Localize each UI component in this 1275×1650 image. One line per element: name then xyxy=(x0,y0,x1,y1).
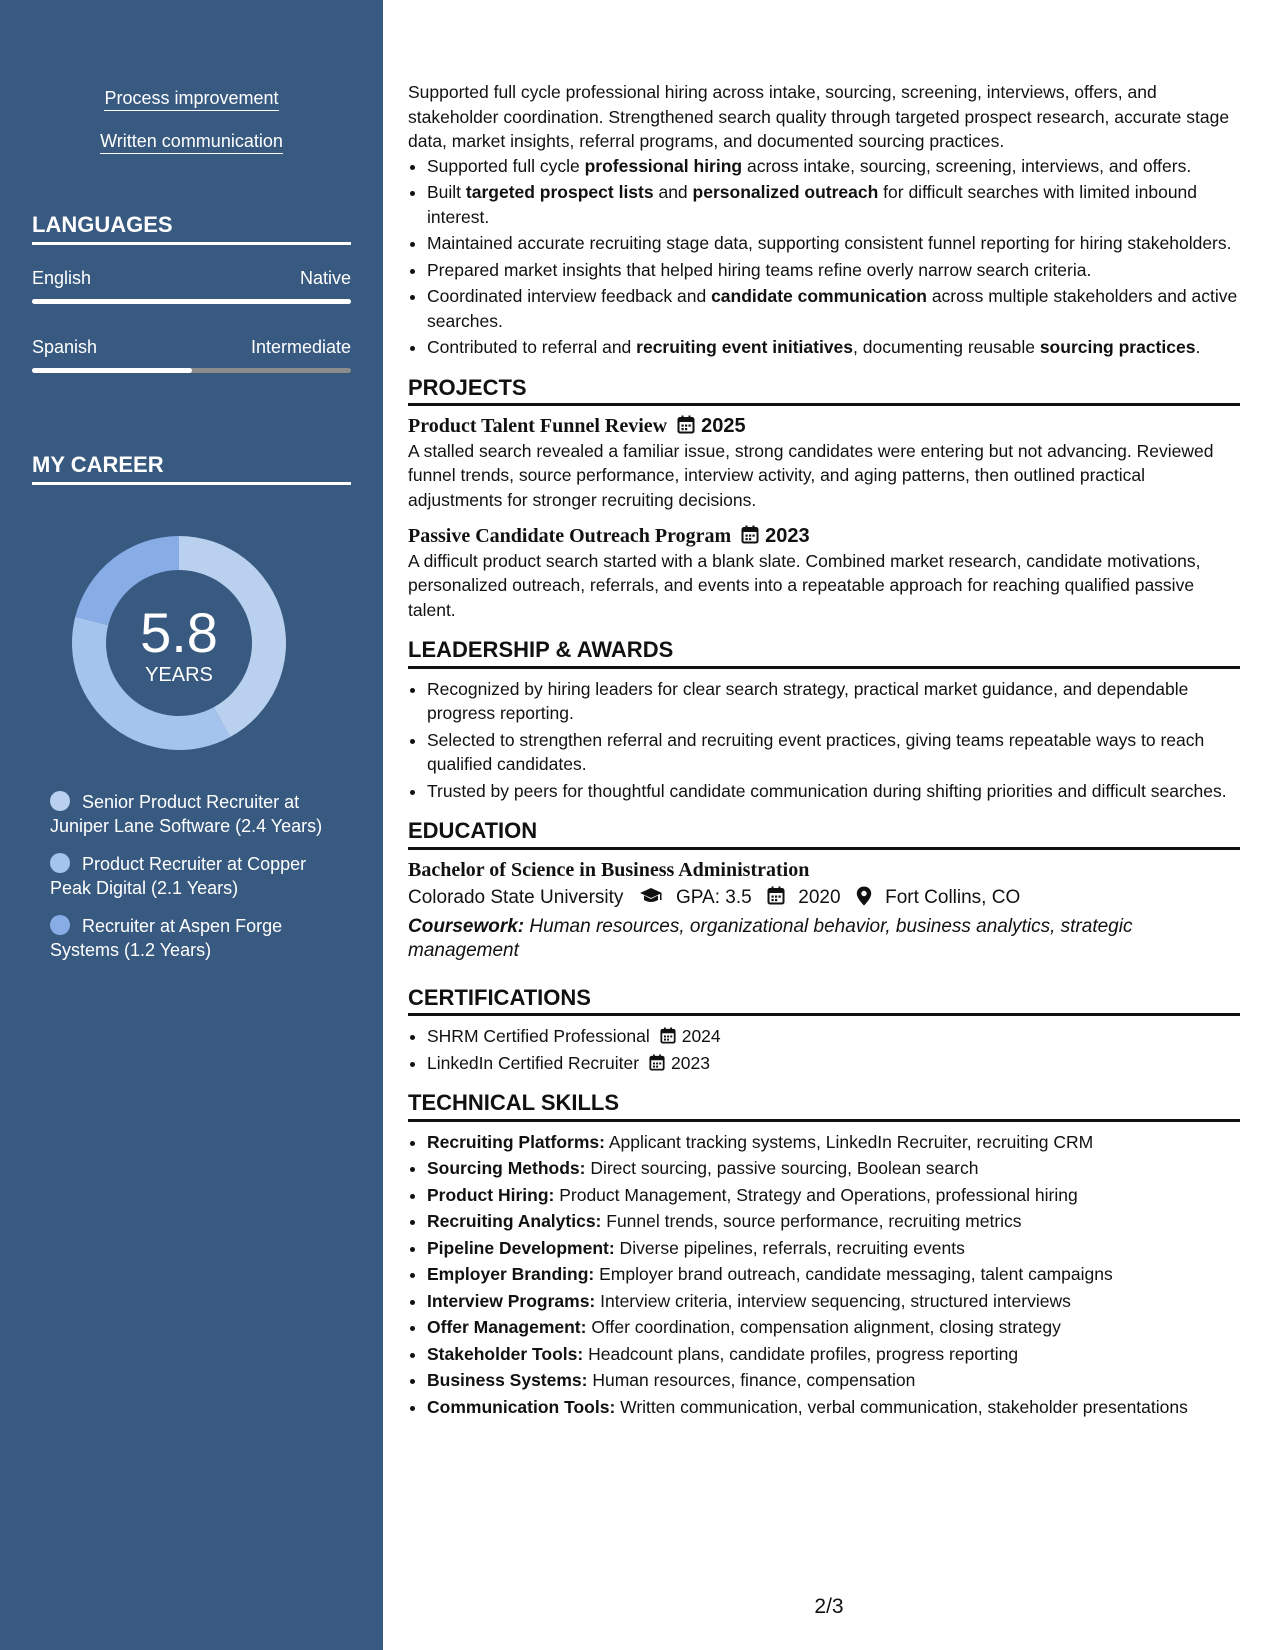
technical-skills-heading: TECHNICAL SKILLS xyxy=(408,1091,1240,1122)
language-row-spanish xyxy=(32,337,351,358)
experience-bullet: • Supported full cycle professional hiring across intake, sourcing, screening, interviews, and offers. xyxy=(427,154,1240,179)
certifications-list xyxy=(408,1024,1240,1075)
project xyxy=(408,414,1240,512)
project-description: A difficult product search started with a blank slate. Combined market research, candidate motivations, personalized outreach, referrals, and events into a repeatable approach for reaching qualified passive talent. xyxy=(408,550,1201,620)
technical-skill-item: • Sourcing Methods: Direct sourcing, passive sourcing, Boolean search xyxy=(427,1156,1240,1181)
calendar-icon xyxy=(660,1027,676,1044)
experience-bullet: • Contributed to referral and recruiting event initiatives, documenting reusable sourcing practices. xyxy=(427,335,1240,360)
location-pin-icon xyxy=(856,886,872,906)
career-dot xyxy=(50,853,70,873)
degree-title: Bachelor of Science in Business Administration xyxy=(408,858,810,881)
graduation-cap-icon xyxy=(639,887,663,905)
graduation-year: 2020 xyxy=(798,887,841,908)
technical-skills-list xyxy=(408,1130,1240,1420)
page-number: 2/3 xyxy=(814,1595,844,1618)
career-item: Recruiter at Aspen Forge Systems (1.2 Years) xyxy=(50,916,283,960)
career-item: Senior Product Recruiter at Juniper Lane Software (2.4 Years) xyxy=(50,792,323,836)
experience-bullet: • Maintained accurate recruiting stage data, supporting consistent funnel reporting for hiring stakeholders. xyxy=(427,231,1240,256)
leadership-item: • Trusted by peers for thoughtful candidate communication during shifting priorities and difficult searches. xyxy=(427,779,1240,804)
education-details xyxy=(408,886,1240,911)
project-title: Product Talent Funnel Review 2025 xyxy=(408,415,746,437)
technical-skill-item: • Recruiting Platforms: Applicant tracking systems, LinkedIn Recruiter, recruiting CRM xyxy=(427,1130,1240,1155)
career-legend xyxy=(50,790,330,976)
skill-process-improvement: Process improvement xyxy=(0,88,383,109)
career-item: Product Recruiter at Copper Peak Digital (2.1 Years) xyxy=(50,854,307,898)
gpa: GPA: 3.5 xyxy=(676,887,752,908)
education-heading: EDUCATION xyxy=(408,819,1240,850)
skill-written-communication: Written communication xyxy=(0,131,383,152)
technical-skill-item: • Interview Programs: Interview criteria, interview sequencing, structured interviews xyxy=(427,1289,1240,1314)
project-title: Passive Candidate Outreach Program 2023 xyxy=(408,525,810,547)
certification-year: 2024 xyxy=(681,1026,721,1046)
technical-skill-item: • Offer Management: Offer coordination, compensation alignment, closing strategy xyxy=(427,1315,1240,1340)
technical-skill-item: • Stakeholder Tools: Headcount plans, candidate profiles, progress reporting xyxy=(427,1342,1240,1367)
career-donut-chart xyxy=(66,530,292,756)
experience-bullet: • Prepared market insights that helped hiring teams refine overly narrow search criteria. xyxy=(427,258,1240,283)
calendar-icon xyxy=(767,886,785,905)
project xyxy=(408,524,1240,622)
leadership-item: • Selected to strengthen referral and recruiting event practices, giving teams repeatable ways to reach qualified candidates. xyxy=(427,728,1240,777)
language-bar-english xyxy=(32,299,351,304)
project-year: 2025 xyxy=(701,415,746,437)
leadership-list xyxy=(408,677,1240,804)
leadership-item: • Recognized by hiring leaders for clear search strategy, practical market guidance, and dependable progress reporting. xyxy=(427,677,1240,726)
career-years-label: YEARS xyxy=(145,664,213,686)
leadership-heading: LEADERSHIP & AWARDS xyxy=(408,638,1240,669)
coursework-label: Coursework: xyxy=(408,915,525,937)
technical-skill-item: • Pipeline Development: Diverse pipelines, referrals, recruiting events xyxy=(427,1236,1240,1261)
language-level: Intermediate xyxy=(250,337,351,357)
project-year: 2023 xyxy=(765,525,810,547)
experience-bullet: • Coordinated interview feedback and candidate communication across multiple stakeholders and active searches. xyxy=(427,284,1240,333)
language-row-english xyxy=(32,268,351,289)
career-years-value: 5.8 xyxy=(140,601,218,664)
language-name: English xyxy=(32,268,92,288)
technical-skill-item: • Communication Tools: Written communication, verbal communication, stakeholder presentations xyxy=(427,1395,1240,1420)
sidebar xyxy=(0,0,383,1650)
language-bar-fill xyxy=(32,299,351,304)
certifications-heading: CERTIFICATIONS xyxy=(408,986,1240,1017)
calendar-icon xyxy=(677,415,695,434)
experience-bullet: • Built targeted prospect lists and personalized outreach for difficult searches with limited inbound interest. xyxy=(427,180,1240,229)
coursework: Coursework: Human resources, organizational behavior, business analytics, strategic management xyxy=(408,915,1133,961)
certification-year: 2023 xyxy=(671,1052,710,1073)
technical-skill-item: • Product Hiring: Product Management, Strategy and Operations, professional hiring xyxy=(427,1183,1240,1208)
experience-bullets xyxy=(408,154,1240,360)
language-name: Spanish xyxy=(32,337,98,357)
calendar-icon xyxy=(741,525,759,544)
career-dot xyxy=(50,915,70,935)
experience-summary: Supported full cycle professional hiring across intake, sourcing, screening, interviews, offers, and stakeholder coordination. Strengthened search quality through targeted prospect research, accurate stage data, market insights, referral programs, and documented sourcing practices. xyxy=(408,82,1230,151)
career-dot xyxy=(50,791,70,811)
certification-item: • SHRM Certified Professional 2024 xyxy=(427,1024,1240,1049)
career-heading: MY CAREER xyxy=(32,452,351,485)
language-bar-fill xyxy=(32,368,192,373)
technical-skill-item: • Recruiting Analytics: Funnel trends, source performance, recruiting metrics xyxy=(427,1209,1240,1234)
language-level: Native xyxy=(299,268,351,288)
project-description: A stalled search revealed a familiar issue, strong candidates were entering but not advancing. Reviewed funnel trends, source performance, interview activity, and aging patterns, then outlined practical adjustments for stronger recruiting decisions. xyxy=(408,440,1214,510)
language-bar-spanish xyxy=(32,368,351,373)
projects-heading: PROJECTS xyxy=(408,376,1240,407)
certification-item: • LinkedIn Certified Recruiter 2023 xyxy=(427,1051,1240,1076)
calendar-icon xyxy=(649,1054,665,1071)
school-location: Fort Collins, CO xyxy=(885,887,1021,908)
technical-skill-item: • Business Systems: Human resources, finance, compensation xyxy=(427,1368,1240,1393)
school-name: Colorado State University xyxy=(408,887,624,908)
languages-heading: LANGUAGES xyxy=(32,212,351,245)
main-content xyxy=(408,80,1240,1421)
technical-skill-item: • Employer Branding: Employer brand outreach, candidate messaging, talent campaigns xyxy=(427,1262,1240,1287)
